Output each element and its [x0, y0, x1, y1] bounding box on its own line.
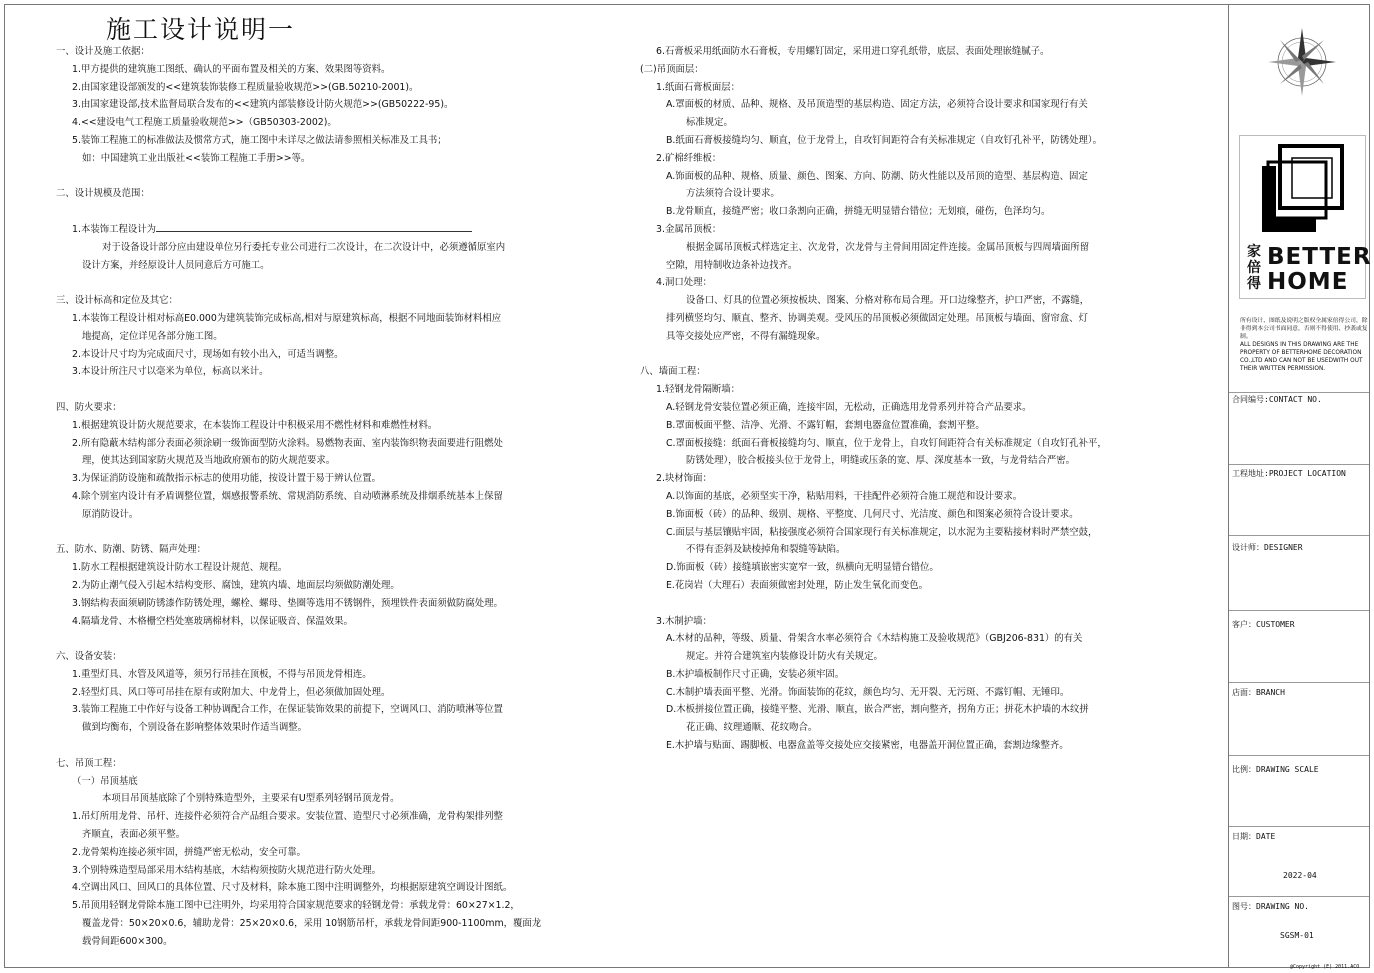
divider	[1229, 755, 1369, 756]
note-line	[640, 630, 1200, 648]
blank-line	[640, 595, 1200, 613]
note-text: 4.空调出风口、回风口的具体位置、尺寸及材料，除本施工图中注明调整外，均根据原建筑空调设计图纸。	[72, 882, 513, 894]
note-text: 七、吊顶工程：	[56, 757, 122, 769]
note-line	[56, 897, 596, 915]
note-text: 二、设计规模及范围：	[56, 188, 150, 200]
blank-line	[56, 630, 596, 648]
note-line	[56, 452, 596, 470]
note-line	[56, 150, 596, 168]
field-project-location: 工程地址:PROJECT LOCATION	[1232, 469, 1346, 478]
divider	[1229, 826, 1369, 827]
section-heading	[56, 292, 596, 310]
note-text: E.木护墙与贴面、踢脚板、电器盒盖等交接处应交接紧密，电器盖开洞位置正确，套割边缘整齐。	[666, 740, 1069, 752]
note-line	[56, 132, 596, 150]
note-line	[640, 452, 1200, 470]
note-text: 4.隔墙龙骨、木格栅空档处塞玻璃棉材料，以保证吸音、保温效果。	[72, 615, 353, 627]
note-line	[56, 577, 596, 595]
note-line	[56, 506, 596, 524]
note-text: 1.甲方提供的建筑施工图纸、确认的平面布置及相关的方案、效果图等资料。	[72, 63, 391, 75]
note-text: 1.防水工程根据建筑设计防水工程设计规范、规程。	[72, 562, 288, 574]
logo-english-line2: HOME	[1267, 269, 1349, 295]
note-line	[640, 684, 1200, 702]
note-line	[640, 719, 1200, 737]
note-line	[640, 648, 1200, 666]
note-line	[640, 185, 1200, 203]
note-line	[640, 541, 1200, 559]
copyright-english: ALL DESIGNS IN THIS DRAWING ARE THE PROPERTY OF BETTERHOME DECORATION CO.,LTD AND CAN NOT BE USEDWITH OUT THEIR WRITTEN PERMISSION.	[1240, 342, 1363, 372]
note-line	[56, 613, 596, 631]
blank-line	[56, 524, 596, 542]
note-text: B.木护墙板制作尺寸正确，安装必须牢固。	[666, 668, 845, 680]
note-text: B.罩面板面平整、洁净、光滑、不露钉帽，套割电器盒位置准确，套割平整。	[666, 419, 985, 431]
note-line	[56, 559, 596, 577]
note-text: 排列横竖均匀、顺直、整齐、协调美观。受风压的吊顶板必须做固定处理。吊顶板与墙面、窗帘盒、灯	[666, 312, 1088, 324]
note-text: 如：中国建筑工业出版社<<装饰工程施工手册>>等。	[82, 152, 311, 164]
note-line	[640, 132, 1200, 150]
note-text: 设计方案，并经原设计人员同意后方可施工。	[82, 259, 270, 271]
note-line	[640, 666, 1200, 684]
footer-copyright: @Copyright (E) 2011.ACO	[1290, 964, 1360, 970]
note-text: 1.纸面石膏板面层：	[656, 81, 740, 93]
note-line	[56, 435, 596, 453]
note-line	[56, 862, 596, 880]
note-text: 4.除个别室内设计有矛盾调整位置，烟感报警系统、常规消防系统、自动喷淋系统及排烟系统基本上保留	[72, 490, 503, 502]
note-text: 六、设备安装：	[56, 651, 122, 663]
note-line	[56, 363, 596, 381]
blank-line	[640, 346, 1200, 364]
note-text: 6.石膏板采用纸面防水石膏板，专用螺钉固定，采用进口穿孔纸带，底层、表面处理嵌缝腻子。	[656, 46, 1050, 57]
note-text: 空隙，用特制收边条补边找齐。	[666, 259, 798, 271]
blank-line	[56, 737, 596, 755]
note-line	[56, 96, 596, 114]
field-contract-no: 合同编号:CONTACT NO.	[1232, 395, 1322, 404]
logo-english-line1: BETTER	[1267, 244, 1372, 270]
field-scale: 比例：DRAWING SCALE	[1232, 765, 1319, 774]
note-line	[56, 666, 596, 684]
note-line	[56, 826, 596, 844]
section-heading	[640, 61, 1200, 79]
note-line	[56, 719, 596, 737]
note-text: 花正确、纹理通顺、花纹吻合。	[686, 722, 818, 734]
note-text: 3.钢结构表面须刷防锈漆作防锈处理，螺栓、螺母、垫圈等选用不锈钢件，预埋铁件表面须做防腐处理。	[72, 597, 503, 609]
note-line	[640, 239, 1200, 257]
section-heading	[56, 185, 596, 203]
section-heading	[56, 43, 596, 61]
note-line	[56, 595, 596, 613]
note-line	[56, 488, 596, 506]
note-line	[640, 79, 1200, 97]
note-text: 原消防设计。	[82, 508, 139, 520]
note-text: A.罩面板的材质、品种、规格、及吊顶造型的基层构造、固定方法，必须符合设计要求和国家现行有关	[666, 99, 1088, 111]
note-line	[640, 524, 1200, 542]
note-line	[640, 737, 1200, 755]
note-line	[640, 292, 1200, 310]
note-text: （一）吊顶基底	[72, 775, 138, 787]
note-text: 2.本设计尺寸均为完成面尺寸，现场如有较小出入，可适当调整。	[72, 348, 344, 360]
note-line	[56, 417, 596, 435]
note-line	[56, 221, 596, 239]
note-text: 4.洞口处理：	[656, 277, 712, 289]
note-line	[640, 435, 1200, 453]
note-text: 一、设计及施工依据：	[56, 46, 150, 57]
note-text: 3.金属吊顶板：	[656, 223, 722, 235]
note-line	[56, 346, 596, 364]
note-text: 方法须符合设计要求。	[686, 188, 780, 200]
note-line	[640, 150, 1200, 168]
note-line	[56, 470, 596, 488]
note-line	[640, 221, 1200, 239]
note-text: 载骨间距600×300。	[82, 935, 173, 947]
note-text: 根据金属吊顶板式样选定主、次龙骨，次龙骨与主骨间用固定件连接。金属吊顶板与四周墙面所留	[686, 241, 1090, 253]
note-line	[640, 114, 1200, 132]
field-drawing-no: 图号：DRAWING NO.	[1232, 902, 1309, 911]
note-text: D.木板拼接位置正确，接缝平整、光滑、顺直，嵌合严密，割向整齐，拐角方正；拼花木护墙的木纹拼	[666, 704, 1089, 716]
page-title: 施工设计说明一	[106, 15, 296, 44]
note-text: 3.个别特殊造型局部采用木结构基底，木结构须按防火规范进行防火处理。	[72, 864, 381, 876]
note-text: 2.所有隐蔽木结构部分表面必须涂刷一级饰面型防火涂料。易燃物表面、室内装饰织物表面要进行阻燃处	[72, 437, 503, 449]
note-text: E.花岗岩（大理石）表面须做密封处理，防止发生氧化而变色。	[666, 579, 929, 591]
note-text: C.面层与基层镶贴牢固，粘接强度必须符合国家现行有关标准规定，以水泥为主要粘接材料时严禁空鼓，	[666, 526, 1098, 538]
note-text: 3.木制护墙：	[656, 615, 712, 627]
field-customer: 客户：CUSTOMER	[1232, 620, 1295, 629]
note-text: 2.由国家建设部颁发的<<建筑装饰装修工程质量验收规范>>(GB.50210-2001)。	[72, 81, 419, 93]
note-text: C.木制护墙表面平整、光滑。饰面装饰的花纹，颜色均匀、无开裂、无污斑、不露钉帽、无锤印。	[666, 686, 1070, 698]
note-line	[640, 43, 1200, 61]
note-line	[56, 79, 596, 97]
note-text: 齐顺直，表面必须平整。	[82, 829, 186, 841]
note-line	[640, 701, 1200, 719]
note-line	[640, 417, 1200, 435]
note-line	[56, 790, 596, 808]
note-line	[56, 684, 596, 702]
note-line	[640, 274, 1200, 292]
divider	[1229, 896, 1369, 897]
note-text: A.轻钢龙骨安装位置必须正确，连接牢固，无松动，正确选用龙骨系列并符合产品要求。	[666, 401, 1032, 413]
note-text: 本项目吊顶基底除了个别特殊造型外，主要采有U型系列轻钢吊顶龙骨。	[102, 793, 400, 805]
blank-line	[56, 203, 596, 221]
note-line	[56, 239, 596, 257]
note-line	[56, 879, 596, 897]
note-line	[640, 577, 1200, 595]
note-text: 规定。并符合建筑室内装修设计防火有关规定。	[686, 651, 883, 663]
note-line	[56, 773, 596, 791]
note-text: A.以饰面的基底，必须坚实干净，粘贴用料，干挂配件必须符合施工规范和设计要求。	[666, 490, 1023, 502]
note-text: 3.由国家建设部,技术监督局联合发布的<<建筑内部装修设计防火规范>>(GB50222-95)。	[72, 99, 454, 111]
note-text: 1.根据建筑设计防火规范要求，在本装饰工程设计中积极采用不燃性材料和难燃性材料。	[72, 419, 438, 431]
note-text: 1.吊灯所用龙骨、吊杆、连接件必须符合产品组合要求。安装位置、造型尺寸必须准确，龙骨构架排列整	[72, 811, 503, 823]
divider	[1229, 464, 1369, 465]
section-heading	[56, 648, 596, 666]
logo-square-mark-icon	[1262, 144, 1344, 234]
section-heading	[56, 755, 596, 773]
note-text: 1.重型灯具、水管及风道等，须另行吊挂在顶板，不得与吊顶龙骨相连。	[72, 668, 372, 680]
divider	[1229, 392, 1369, 393]
note-text: A.木材的品种，等级、质量、骨架含水率必须符合《木结构施工及验收规范》（GBJ206-831）的有关	[666, 633, 1083, 645]
note-text: 2.矿棉纤维板：	[656, 152, 722, 164]
note-line	[640, 203, 1200, 221]
note-text: 3.装饰工程施工中作好与设备工种协调配合工作，在保证装饰效果的前提下，空调风口、消防喷淋等位置	[72, 704, 503, 716]
divider	[1229, 682, 1369, 683]
note-text: 2.为防止潮气侵入引起木结构变形、腐蚀，建筑内墙、地面层均须做防潮处理。	[72, 579, 400, 591]
note-text: B.龙骨顺直，接缝严密；收口条割向正确，拼缝无明显错台错位；无划痕，碰伤，色泽均匀。	[666, 206, 1051, 218]
logo-chinese-name: 家倍得	[1247, 244, 1261, 292]
blank-line	[56, 274, 596, 292]
note-line	[56, 701, 596, 719]
note-text: 具等交接处应严密，不得有漏缝现象。	[666, 330, 826, 342]
copyright-chinese: 所有设计、图纸及说明之版权全属家倍得公司，除非得到本公司书面同意，否则不得使用、抄袭或复制。	[1240, 318, 1368, 340]
note-text: 4.<<建设电气工程施工质量验收规范>>（GB50303-2002)。	[72, 117, 337, 129]
note-line	[56, 114, 596, 132]
divider	[1229, 535, 1369, 536]
note-line	[56, 933, 596, 951]
note-line	[640, 470, 1200, 488]
note-text: 3.为保证消防设施和疏散指示标志的使用功能，按设计置于易于辨认位置。	[72, 473, 381, 485]
blank-line	[56, 381, 596, 399]
note-line	[640, 559, 1200, 577]
note-text: 三、设计标高和定位及其它：	[56, 295, 178, 307]
note-line	[640, 310, 1200, 328]
note-line	[56, 257, 596, 275]
note-text: 对于设备设计部分应由建设单位另行委托专业公司进行二次设计，在二次设计中，必须遵循原室内	[102, 241, 506, 253]
note-line	[640, 613, 1200, 631]
note-line	[640, 381, 1200, 399]
note-text: 覆盖龙骨：50×20×0.6，辅助龙骨：25×20×0.6，采用 10钢筋吊杆，承载龙骨间距900-1100mm，覆面龙	[82, 918, 542, 930]
note-line	[640, 168, 1200, 186]
note-text: 地提高，定位详见各部分施工图。	[82, 330, 223, 342]
note-text: 设备口、灯具的位置必须按板块、图案、分格对称布局合理。开口边缘整齐，护口严密，不露缝，	[686, 295, 1090, 307]
note-text: B.纸面石膏板接缝均匀、顺直，位于龙骨上，自攻钉间距符合有关标准规定（自攻钉孔补平，防锈处理）。	[666, 134, 1102, 146]
note-line	[640, 96, 1200, 114]
field-branch: 店面：BRANCH	[1232, 688, 1285, 697]
note-line	[56, 808, 596, 826]
note-text: 五、防水、防潮、防锈、隔声处理：	[56, 544, 207, 556]
note-text: 理，使其达到国家防火规范及当地政府颁布的防火规范要求。	[82, 455, 336, 467]
note-text: 5.装饰工程施工的标准做法及惯常方式，施工图中未详尽之做法请参照相关标准及工具书；	[72, 134, 447, 146]
note-text: 2.龙骨架构连接必须牢固，拼缝严密无松动，安全可靠。	[72, 846, 306, 858]
notes-column-left	[56, 43, 596, 951]
blank-line	[56, 168, 596, 186]
note-text: 3.本设计所注尺寸以毫米为单位，标高以米计。	[72, 366, 269, 378]
divider	[1229, 610, 1369, 611]
note-text: 八、墙面工程：	[640, 366, 706, 378]
blank-underline	[156, 222, 472, 232]
note-line	[640, 399, 1200, 417]
note-text: (二)吊顶面层：	[640, 63, 704, 75]
note-text: 做到均衡布，个别设备在影响整体效果时作适当调整。	[82, 722, 308, 734]
field-designer: 设计师：DESIGNER	[1232, 543, 1303, 552]
date-value: 2022-04	[1283, 871, 1317, 880]
note-text: 2.块材饰面：	[656, 473, 712, 485]
note-text: D.饰面板（砖）接缝填嵌密实宽窄一致，纵横向无明显错台错位。	[666, 562, 939, 574]
drawing-no-value: SGSM-01	[1280, 931, 1314, 940]
note-line	[56, 844, 596, 862]
note-line	[56, 915, 596, 933]
note-line	[56, 310, 596, 328]
section-heading	[56, 541, 596, 559]
note-text: 1.轻钢龙骨隔断墙：	[656, 384, 740, 396]
note-text: 四、防火要求：	[56, 401, 122, 413]
note-line	[640, 506, 1200, 524]
note-text: 防锈处理），胶合板接头位于龙骨上，明缝或压条的宽、厚、深度基本一致，与龙骨结合严密。	[686, 455, 1076, 467]
section-heading	[640, 363, 1200, 381]
note-text: 1.本装饰工程设计相对标高E0.000为建筑装饰完成标高,相对与原建筑标高，根据不同地面装饰材料相应	[72, 312, 502, 324]
note-text: 1.本装饰工程设计为	[72, 223, 156, 235]
company-logo	[1239, 135, 1372, 299]
note-text: 5.吊顶用轻钢龙骨除本施工图中已注明外，均采用符合国家规范要求的轻钢龙骨：承载龙骨：60×27×1.2，	[72, 900, 520, 912]
note-line	[56, 61, 596, 79]
note-text: 不得有歪斜及缺棱掉角和裂缝等缺陷。	[686, 544, 846, 556]
field-date: 日期：DATE	[1232, 832, 1276, 841]
north-arrow-icon	[1266, 26, 1338, 98]
note-text: A.饰面板的品种、规格、质量、颜色、图案、方向、防潮、防火性能以及吊顶的造型、基层构造、固定	[666, 170, 1088, 182]
copyright-notice	[1240, 318, 1368, 374]
note-text: C.罩面板接缝：纸面石膏板接缝均匀、顺直，位于龙骨上，自攻钉间距符合有关标准规定（自攻钉孔补平，	[666, 437, 1107, 449]
note-line	[640, 257, 1200, 275]
note-line	[640, 488, 1200, 506]
notes-column-right	[640, 43, 1200, 755]
section-heading	[56, 399, 596, 417]
note-line	[56, 328, 596, 346]
note-text: 2.轻型灯具、风口等可吊挂在原有或附加大、中龙骨上，但必须做加固处理。	[72, 686, 391, 698]
note-text: 标准规定。	[686, 117, 733, 129]
note-line	[640, 328, 1200, 346]
note-text: B.饰面板（砖）的品种、级别、规格、平整度、几何尺寸、光洁度、颜色和图案必须符合设计要求。	[666, 508, 1079, 520]
